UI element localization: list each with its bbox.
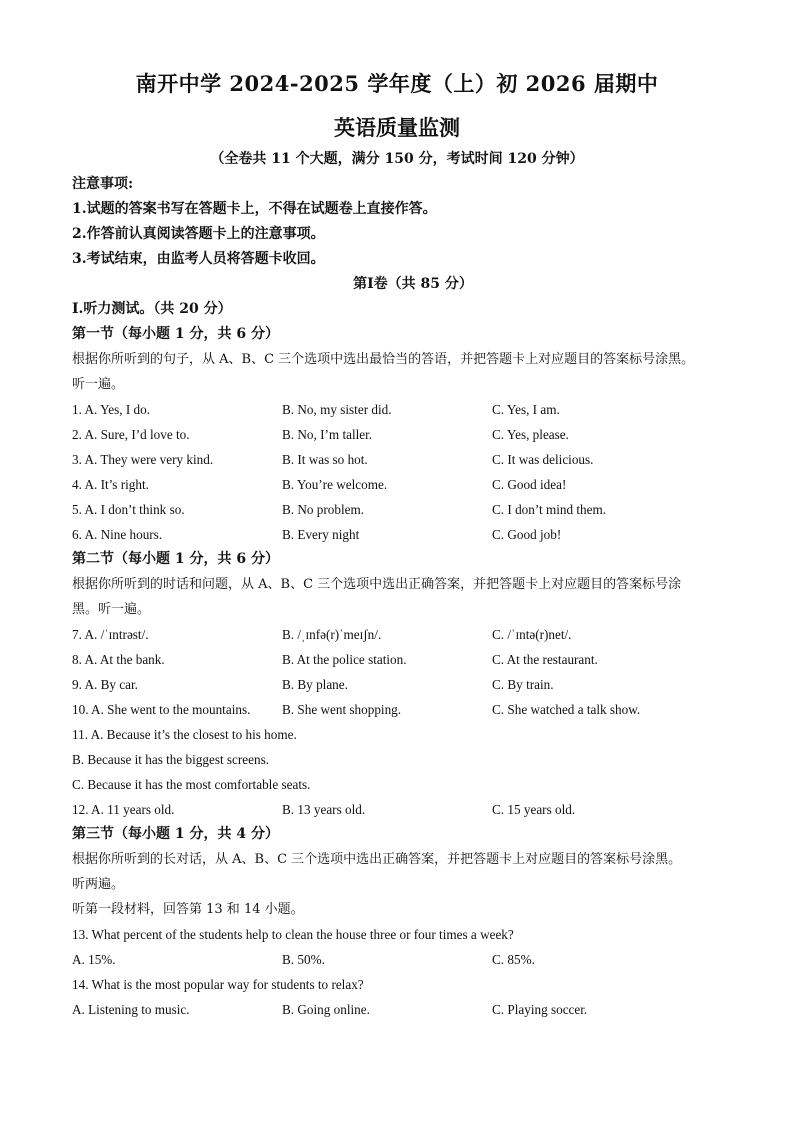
section1-instruction: 根据你所听到的句子，从 A、B、C 三个选项中选出最恰当的答语，并把答题卡上对应题目的答案标号涂黑。 xyxy=(72,352,695,367)
option-b: B. Every night xyxy=(282,527,360,542)
option-b: B. You’re welcome. xyxy=(282,477,388,492)
section3-instruction: 根据你所听到的长对话，从 A、B、C 三个选项中选出正确答案，并把答题卡上对应题目的答案标号涂黑。 xyxy=(72,852,682,867)
option-c: C. Yes, please. xyxy=(492,427,569,442)
question-11-b xyxy=(72,747,754,772)
question-stem: 14. What is the most popular way for students to relax? xyxy=(72,977,364,992)
option-c: C. It was delicious. xyxy=(492,452,594,467)
option-a: 10. A. She went to the mountains. xyxy=(72,702,251,717)
option-a: 2. A. Sure, I’d love to. xyxy=(72,427,190,442)
option-b: B. 13 years old. xyxy=(282,802,366,817)
question-row xyxy=(72,697,754,722)
section2-title: 第二节（每小题 1 分，共 6 分） xyxy=(72,551,279,567)
question-row xyxy=(72,397,754,422)
question-14 xyxy=(72,972,754,997)
question-row xyxy=(72,497,754,522)
option-b: B. No, I’m taller. xyxy=(282,427,373,442)
question-row xyxy=(72,447,754,472)
question-stem: 13. What percent of the students help to clean the house three or four times a week? xyxy=(72,927,514,942)
section1-instruction-cont: 听一遍。 xyxy=(72,377,125,392)
option-b: B. By plane. xyxy=(282,677,348,692)
question-row xyxy=(72,997,754,1022)
exam-info: （全卷共 11 个大题，满分 150 分，考试时间 120 分钟） xyxy=(210,151,584,167)
option-a: 12. A. 11 years old. xyxy=(72,802,175,817)
option-a: 1. A. Yes, I do. xyxy=(72,402,151,417)
section3-title: 第三节（每小题 1 分，共 4 分） xyxy=(72,826,279,842)
option-a: 7. A. /ˈɪntrəst/. xyxy=(72,627,149,642)
notice-item: 1.试题的答案书写在答题卡上，不得在试题卷上直接作答。 xyxy=(72,201,437,217)
option-c: C. Good job! xyxy=(492,527,562,542)
option-c: C. Because it has the most comfortable seats. xyxy=(72,777,311,792)
option-b: B. At the police station. xyxy=(282,652,407,667)
exam-content xyxy=(72,172,754,1022)
option-a: A. Listening to music. xyxy=(72,1002,190,1017)
option-a: 8. A. At the bank. xyxy=(72,652,165,667)
question-row xyxy=(72,522,754,547)
question-row xyxy=(72,797,754,822)
option-b: B. 50%. xyxy=(282,952,325,967)
option-a: 11. A. Because it’s the closest to his home. xyxy=(72,727,297,742)
option-c: C. I don’t mind them. xyxy=(492,502,607,517)
option-a: 9. A. By car. xyxy=(72,677,138,692)
option-b: B. Because it has the biggest screens. xyxy=(72,752,270,767)
section3-instruction-cont: 听两遍。 xyxy=(72,877,125,892)
question-11-a xyxy=(72,722,754,747)
option-a: 4. A. It’s right. xyxy=(72,477,149,492)
question-11-c xyxy=(72,772,754,797)
option-c: C. Playing soccer. xyxy=(492,1002,588,1017)
material-note: 听第一段材料，回答第 13 和 14 小题。 xyxy=(72,902,304,917)
option-c: C. Good idea! xyxy=(492,477,567,492)
option-a: 3. A. They were very kind. xyxy=(72,452,214,467)
question-row xyxy=(72,647,754,672)
notice-heading: 注意事项: xyxy=(72,176,134,192)
question-13 xyxy=(72,922,754,947)
notice-item: 3.考试结束，由监考人员将答题卡收回。 xyxy=(72,251,325,267)
section2-instruction: 根据你所听到的时话和问题，从 A、B、C 三个选项中选出正确答案，并把答题卡上对应题目的答案标号涂 xyxy=(72,577,682,592)
exam-title: 南开中学 2024-2025 学年度（上）初 2026 届期中 xyxy=(135,71,659,96)
option-c: C. She watched a talk show. xyxy=(492,702,641,717)
option-c: C. 15 years old. xyxy=(492,802,576,817)
option-a: 5. A. I don’t think so. xyxy=(72,502,185,517)
section2-instruction-cont: 黑。听一遍。 xyxy=(72,602,151,617)
question-row xyxy=(72,947,754,972)
question-row xyxy=(72,622,754,647)
option-a: A. 15%. xyxy=(72,952,116,967)
option-c: C. By train. xyxy=(492,677,554,692)
option-c: C. 85%. xyxy=(492,952,535,967)
question-row xyxy=(72,472,754,497)
option-c: C. /ˈɪntə(r)net/. xyxy=(492,627,572,642)
option-b: B. No, my sister did. xyxy=(282,402,392,417)
option-c: C. Yes, I am. xyxy=(492,402,560,417)
option-b: B. Going online. xyxy=(282,1002,370,1017)
option-b: B. It was so hot. xyxy=(282,452,368,467)
question-row xyxy=(72,422,754,447)
part1-title: Ⅰ.听力测试。（共 20 分） xyxy=(72,301,232,317)
option-a: 6. A. Nine hours. xyxy=(72,527,163,542)
section1-title: 第一节（每小题 1 分，共 6 分） xyxy=(72,326,279,342)
option-b: B. /ˌɪnfə(r)ˈmeɪʃn/. xyxy=(282,627,382,642)
option-b: B. She went shopping. xyxy=(282,702,402,717)
notice-item: 2.作答前认真阅读答题卡上的注意事项。 xyxy=(72,226,325,242)
exam-subject: 英语质量监测 xyxy=(334,115,460,140)
option-b: B. No problem. xyxy=(282,502,365,517)
question-row xyxy=(72,672,754,697)
volume-title: 第Ⅰ卷（共 85 分） xyxy=(353,276,473,292)
option-c: C. At the restaurant. xyxy=(492,652,598,667)
